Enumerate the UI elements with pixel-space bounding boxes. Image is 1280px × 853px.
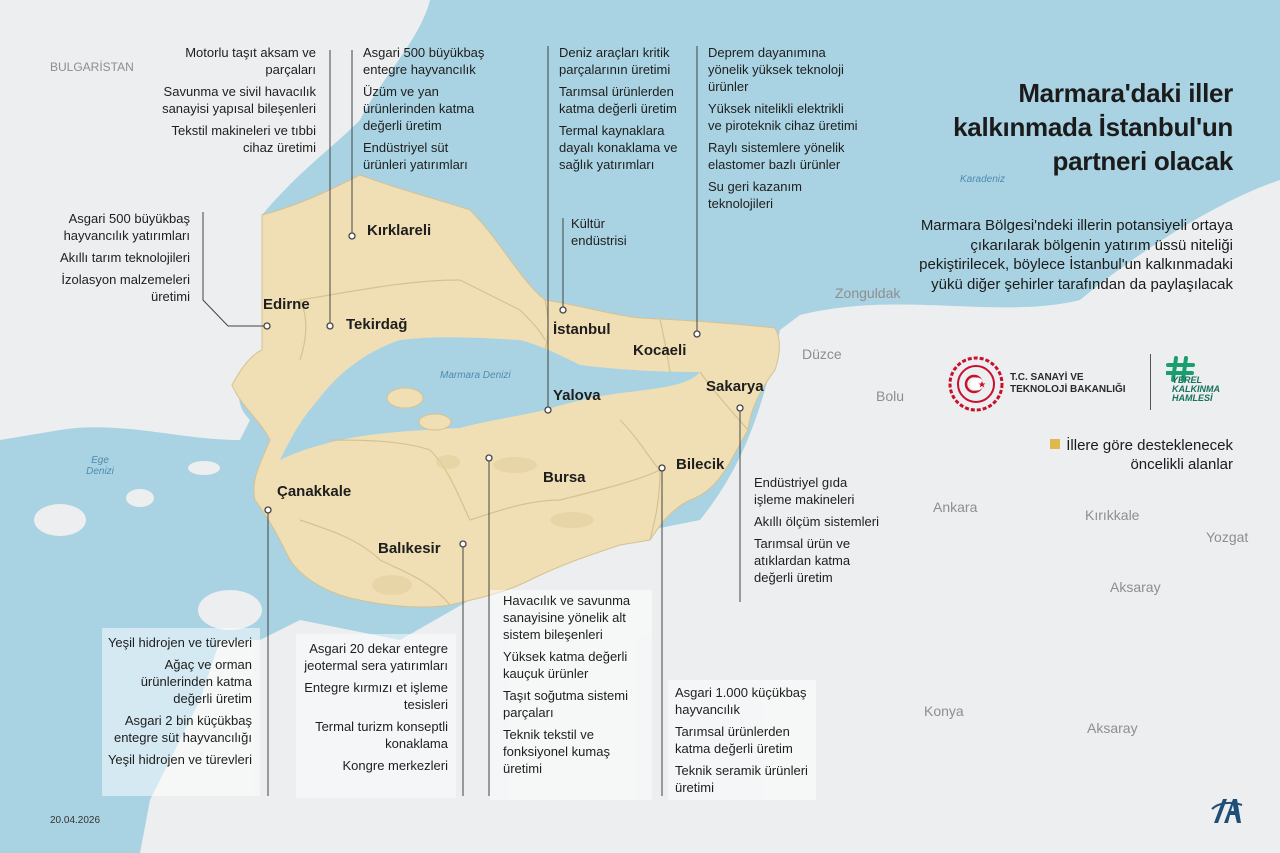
investment-item: Termal kaynaklara dayalı konaklama ve sağlık yatırımları: [559, 123, 678, 172]
island-avsa: [419, 414, 451, 430]
place-bolu: Bolu: [876, 388, 905, 404]
province-kirklareli: Kırklareli: [367, 222, 432, 239]
investment-item: İzolasyon malzemeleri üretimi: [61, 272, 190, 304]
marker-tekirdag: [327, 323, 333, 329]
marker-bilecik: [659, 465, 665, 471]
island-lesbos: [198, 590, 262, 630]
investment-item: Taşıt soğutma sistemi parçaları: [503, 688, 628, 720]
sea-label-ege-line2: Denizi: [86, 466, 114, 477]
investment-item: Endüstriyel gıda işleme makineleri: [754, 475, 855, 507]
investments-istanbul: [571, 215, 651, 254]
sea-label-karadeniz: Karadeniz: [960, 174, 1006, 185]
place-ankara: Ankara: [933, 499, 978, 515]
province-kocaeli: Kocaeli: [633, 342, 687, 359]
sea-label-ege: [78, 455, 122, 477]
aa-logo-icon: [1210, 793, 1244, 827]
campaign-name-line: KALKINMA: [1172, 384, 1220, 394]
investments-edirne: [20, 210, 190, 310]
investment-item: Kültür endüstrisi: [571, 216, 627, 248]
marker-balikesir: [460, 541, 466, 547]
investments-yalova: [559, 44, 691, 178]
province-edirne: Edirne: [263, 296, 310, 313]
investment-item: Yüksek katma değerli kauçuk ürünler: [503, 649, 628, 681]
investments-sakarya: [754, 474, 882, 591]
investment-item: Asgari 20 dekar entegre jeotermal sera yatırımları: [304, 641, 448, 673]
investments-kocaeli: [708, 44, 858, 217]
investment-item: Tarımsal ürünlerden katma değerli üretim: [559, 84, 677, 116]
marker-edirne: [264, 323, 270, 329]
province-yalova: Yalova: [553, 387, 601, 404]
ministry-emblem-icon: [948, 356, 1004, 412]
campaign-logo: [1166, 356, 1230, 412]
sea-label-marmara: Marmara Denizi: [440, 370, 511, 381]
investment-item: Havacılık ve savunma sanayisine yönelik alt sistem bileşenleri: [503, 593, 631, 642]
legend-swatch-icon: [1050, 439, 1060, 449]
investments-balikesir: [300, 640, 448, 779]
campaign-name-line: YEREL: [1172, 375, 1203, 385]
place-konya: Konya: [924, 703, 964, 719]
page-title-line: partneri olacak: [1052, 146, 1233, 176]
investment-item: Savunma ve sivil havacılık sanayisi yapısal bileşenleri: [162, 84, 316, 116]
investment-item: Tarımsal ürünlerden katma değerli üretim: [675, 724, 793, 756]
page-title: [903, 76, 1233, 178]
marker-sakarya: [737, 405, 743, 411]
ministry-name-line: T.C. SANAYİ VE: [1010, 372, 1084, 383]
island-marmara: [387, 388, 423, 408]
investment-item: Termal turizm konseptli konaklama: [315, 719, 448, 751]
place-aksaray-1: Aksaray: [1110, 579, 1161, 595]
investment-item: Deniz araçları kritik parçalarının üretimi: [559, 45, 671, 77]
investment-item: Deprem dayanımına yönelik yüksek teknoloji ürünler: [708, 45, 844, 94]
island-bozcaada: [126, 489, 154, 507]
province-bilecik: Bilecik: [676, 456, 725, 473]
investment-item: Motorlu taşıt aksam ve parçaları: [185, 45, 316, 77]
place-zonguldak: Zonguldak: [835, 285, 901, 301]
logo-divider: [1150, 354, 1152, 410]
investment-item: Asgari 500 büyükbaş hayvancılık yatırımları: [63, 211, 190, 243]
marker-istanbul: [560, 307, 566, 313]
investment-item: Ağaç ve orman ürünlerinden katma değerli üretim: [140, 657, 252, 706]
legend-text: İllere göre desteklenecek öncelikli alanlar: [1066, 437, 1233, 473]
place-aksaray-2: Aksaray: [1087, 720, 1138, 736]
marker-kirklareli: [349, 233, 355, 239]
province-bursa: Bursa: [543, 469, 586, 486]
investment-item: Üzüm ve yan ürünlerinden katma değerli üretim: [363, 84, 475, 133]
place-yozgat: Yozgat: [1206, 529, 1249, 545]
marker-kocaeli: [694, 331, 700, 337]
investment-item: Yeşil hidrojen ve türevleri: [107, 752, 252, 767]
investments-tekirdag: [140, 44, 316, 161]
ministry-name: [1010, 372, 1126, 396]
island-gokceada: [188, 461, 220, 475]
investment-item: Teknik seramik ürünleri üretimi: [675, 763, 808, 795]
investments-kirklareli: [363, 44, 493, 178]
province-canakkale: Çanakkale: [277, 483, 352, 500]
investment-item: Tekstil makineleri ve tıbbi cihaz üretimi: [171, 123, 316, 155]
investment-item: Yüksek nitelikli elektrikli ve piroteknik cihaz üretimi: [708, 101, 858, 133]
ministry-logo: [948, 356, 1188, 412]
province-balikesir: Balıkesir: [378, 540, 441, 557]
marker-bursa: [486, 455, 492, 461]
investment-item: Asgari 500 büyükbaş entegre hayvancılık: [363, 45, 485, 77]
province-istanbul: İstanbul: [553, 321, 611, 338]
investment-item: Asgari 2 bin küçükbaş entegre süt hayvancılığı: [113, 713, 252, 745]
sea-label-ege-line1: Ege: [91, 455, 109, 466]
marker-canakkale: [265, 507, 271, 513]
investments-canakkale: [104, 634, 252, 773]
investment-item: Tarımsal ürün ve atıklardan katma değerli üretim: [754, 536, 851, 585]
page-title-line: Marmara'daki iller: [1018, 78, 1233, 108]
investment-item: Yeşil hidrojen ve türevleri: [107, 635, 252, 650]
investment-item: Raylı sistemlere yönelik elastomer bazlı ürünler: [708, 140, 845, 172]
description: Marmara Bölgesi'ndeki illerin potansiyeli ortaya çıkarılarak bölgenin yatırım üssü niteliği pekiştirilecek, böylece İstanbul'un kalkınmadaki yükü diğer şehirler tarafından da paylaşılacak: [919, 217, 1233, 293]
province-sakarya: Sakarya: [706, 378, 764, 395]
investment-item: Asgari 1.000 küçükbaş hayvancılık: [675, 685, 807, 717]
page-title-line: kalkınmada İstanbul'un: [953, 112, 1233, 142]
investment-item: Akıllı ölçüm sistemleri: [754, 514, 879, 529]
campaign-name-line: HAMLESİ: [1172, 393, 1213, 403]
place-bulgaristan: BULGARİSTAN: [50, 60, 134, 74]
investments-bursa: [503, 592, 648, 782]
place-kirikkale: Kırıkkale: [1085, 507, 1140, 523]
campaign-name: [1172, 376, 1228, 403]
ministry-name-line: TEKNOLOJİ BAKANLIĞI: [1010, 384, 1126, 395]
island-lemnos: [34, 504, 86, 536]
investments-bilecik: [675, 684, 815, 801]
investment-item: Endüstriyel süt ürünleri yatırımları: [363, 140, 468, 172]
place-duzce: Düzce: [802, 346, 842, 362]
province-tekirdag: Tekirdağ: [346, 316, 408, 333]
legend: [1033, 436, 1233, 474]
investment-item: Entegre kırmızı et işleme tesisleri: [304, 680, 448, 712]
investment-item: Kongre merkezleri: [342, 758, 448, 773]
marker-yalova: [545, 407, 551, 413]
investment-item: Akıllı tarım teknolojileri: [59, 250, 190, 265]
investment-item: Teknik tekstil ve fonksiyonel kumaş üretimi: [503, 727, 610, 776]
investment-item: Su geri kazanım teknolojileri: [708, 179, 802, 211]
date-stamp: 20.04.2026: [50, 815, 101, 826]
